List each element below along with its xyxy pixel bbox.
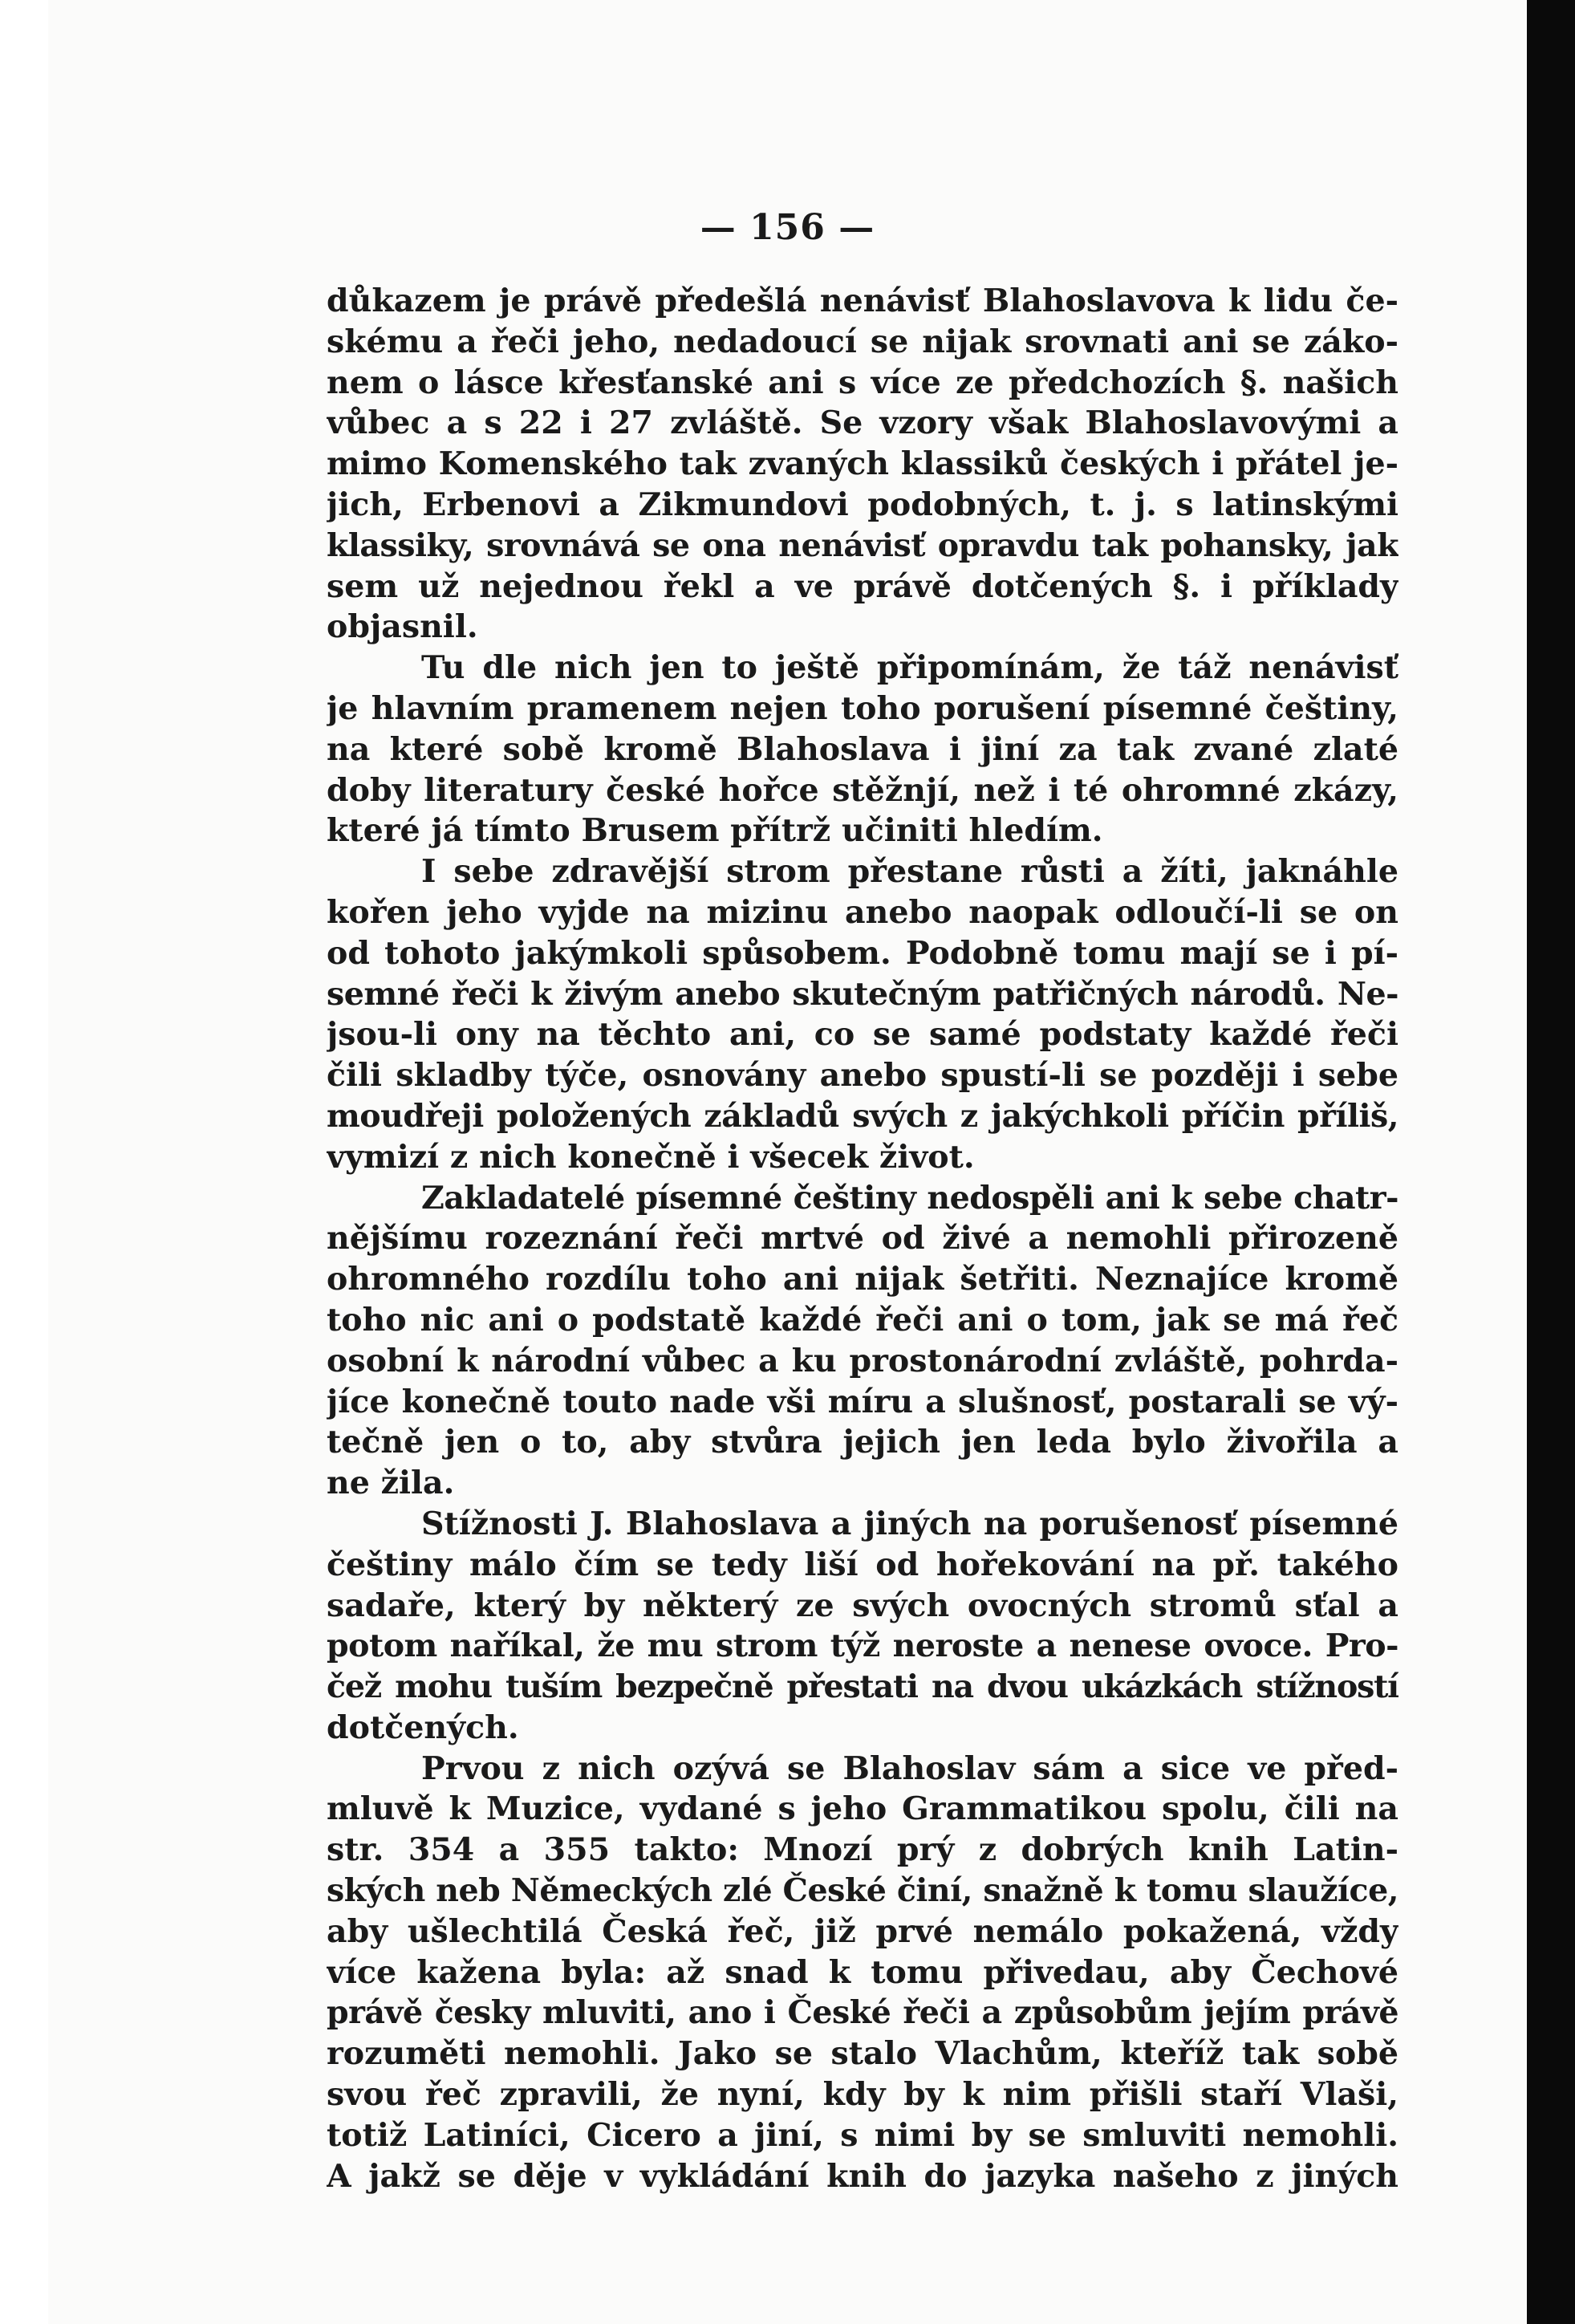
text-line: kořen jeho vyjde na mizinu anebo naopak odloučí-li se on (327, 893, 1398, 931)
text-line: vymizí z nich konečně i všecek život. (327, 1138, 975, 1176)
text-line: str. 354 a 355 takto: Mnozí prý z dobrých knih Latin- (327, 1831, 1398, 1869)
text-line: semné řeči k živým anebo skutečným patřičných národů. Ne- (327, 975, 1398, 1013)
book-page (48, 0, 1527, 2324)
text-line: více kažena byla: až snad k tomu přivedau, aby Čechové (327, 1953, 1398, 1991)
body-text (327, 281, 1398, 2196)
text-line: důkazem je právě předešlá nenávisť Blahoslavova k lidu če- (327, 282, 1398, 319)
text-line: toho nic ani o podstatě každé řeči ani o tom, jak se má řeč (327, 1301, 1398, 1339)
text-line: nějšímu rozeznání řeči mrtvé od živé a nemohli přirozeně (327, 1220, 1398, 1257)
text-line: čež mohu tuším bezpečně přestati na dvou ukázkách stížností (327, 1668, 1398, 1706)
scan-left-margin (0, 0, 48, 2324)
text-line: češtiny málo čím se tedy liší od hořekování na př. takého (327, 1546, 1398, 1583)
text-line: ských neb Německých zlé České činí, snažně k tomu slaužíce, (327, 1872, 1398, 1910)
text-line: je hlavním pramenem nejen toho porušení písemné češtiny, (327, 689, 1398, 727)
text-line: mimo Komenského tak zvaných klassiků českých i přátel je- (327, 445, 1398, 483)
text-line: ne žila. (327, 1465, 455, 1502)
text-line: jich, Erbenovi a Zikmundovi podobných, t. j. s latinskými (327, 486, 1398, 523)
page-number: — 156 — (700, 207, 875, 248)
text-line: Stížnosti J. Blahoslava a jiných na porušenosť písemné (421, 1505, 1398, 1542)
text-line: doby literatury české hořce stěžnjí, než i té ohromné zkázy, (327, 771, 1398, 809)
text-line: právě česky mluviti, ano i České řeči a způsobům jejím právě (327, 1994, 1398, 2032)
text-line: od tohoto jakýmkoli spůsobem. Podobně tomu mají se i pí- (327, 934, 1398, 972)
text-line: svou řeč zpravili, že nyní, kdy by k nim přišli staří Vlaši, (327, 2076, 1398, 2114)
text-line: Tu dle nich jen to ještě připomínám, že táž nenávisť (421, 649, 1398, 687)
text-line: na které sobě kromě Blahoslava i jiní za tak zvané zlaté (327, 730, 1398, 768)
text-line: dotčených. (327, 1708, 519, 1746)
scan-right-border (1527, 0, 1575, 2324)
text-line: sem už nejednou řekl a ve právě dotčených §. i příklady (327, 567, 1398, 605)
text-line: Zakladatelé písemné češtiny nedospěli ani k sebe chatr- (421, 1179, 1398, 1217)
text-line: rozuměti nemohli. Jako se stalo Vlachům, kteříž tak sobě (327, 2035, 1398, 2073)
text-line: nem o lásce křesťanské ani s více ze předchozích §. našich (327, 364, 1398, 401)
text-line: jíce konečně touto nade vši míru a slušnosť, postarali se vý- (327, 1383, 1398, 1420)
text-line: sadaře, který by některý ze svých ovocných stromů sťal a (327, 1587, 1398, 1624)
text-line: klassiky, srovnává se ona nenávisť opravdu tak pohansky, jak (327, 526, 1398, 564)
text-line: moudřeji položených základů svých z jakýchkoli příčin příliš, (327, 1097, 1398, 1135)
text-line: I sebe zdravější strom přestane růsti a žíti, jaknáhle (421, 853, 1398, 891)
text-line: které já tímto Brusem přítrž učiniti hledím. (327, 812, 1103, 850)
text-line: totiž Latiníci, Cicero a jiní, s nimi by se smluviti nemohli. (327, 2116, 1398, 2154)
text-line: skému a řeči jeho, nedadoucí se nijak srovnati ani se záko- (327, 323, 1398, 360)
text-line: vůbec a s 22 i 27 zvláště. Se vzory však Blahoslavovými a (327, 404, 1398, 442)
text-line: Prvou z nich ozývá se Blahoslav sám a sice ve před- (421, 1749, 1398, 1787)
text-line: ohromného rozdílu toho ani nijak šetřiti. Neznajíce kromě (327, 1261, 1398, 1298)
text-line: objasnil. (327, 608, 478, 646)
text-line: jsou-li ony na těchto ani, co se samé podstaty každé řeči (327, 1016, 1398, 1054)
text-line: mluvě k Muzice, vydané s jeho Grammatikou spolu, čili na (327, 1790, 1398, 1828)
text-line: čili skladby týče, osnovány anebo spustí-li se později i sebe (327, 1057, 1398, 1095)
text-line: A jakž se děje v vykládání knih do jazyka našeho z jiných (327, 2157, 1398, 2195)
text-line: tečně jen o to, aby stvůra jejich jen leda bylo živořila a (327, 1424, 1398, 1461)
text-line: potom naříkal, že mu strom týž neroste a nenese ovoce. Pro- (327, 1627, 1398, 1665)
text-line: aby ušlechtilá Česká řeč, již prvé nemálo pokažená, vždy (327, 1912, 1398, 1950)
text-line: osobní k národní vůbec a ku prostonárodní zvláště, pohrda- (327, 1342, 1398, 1379)
